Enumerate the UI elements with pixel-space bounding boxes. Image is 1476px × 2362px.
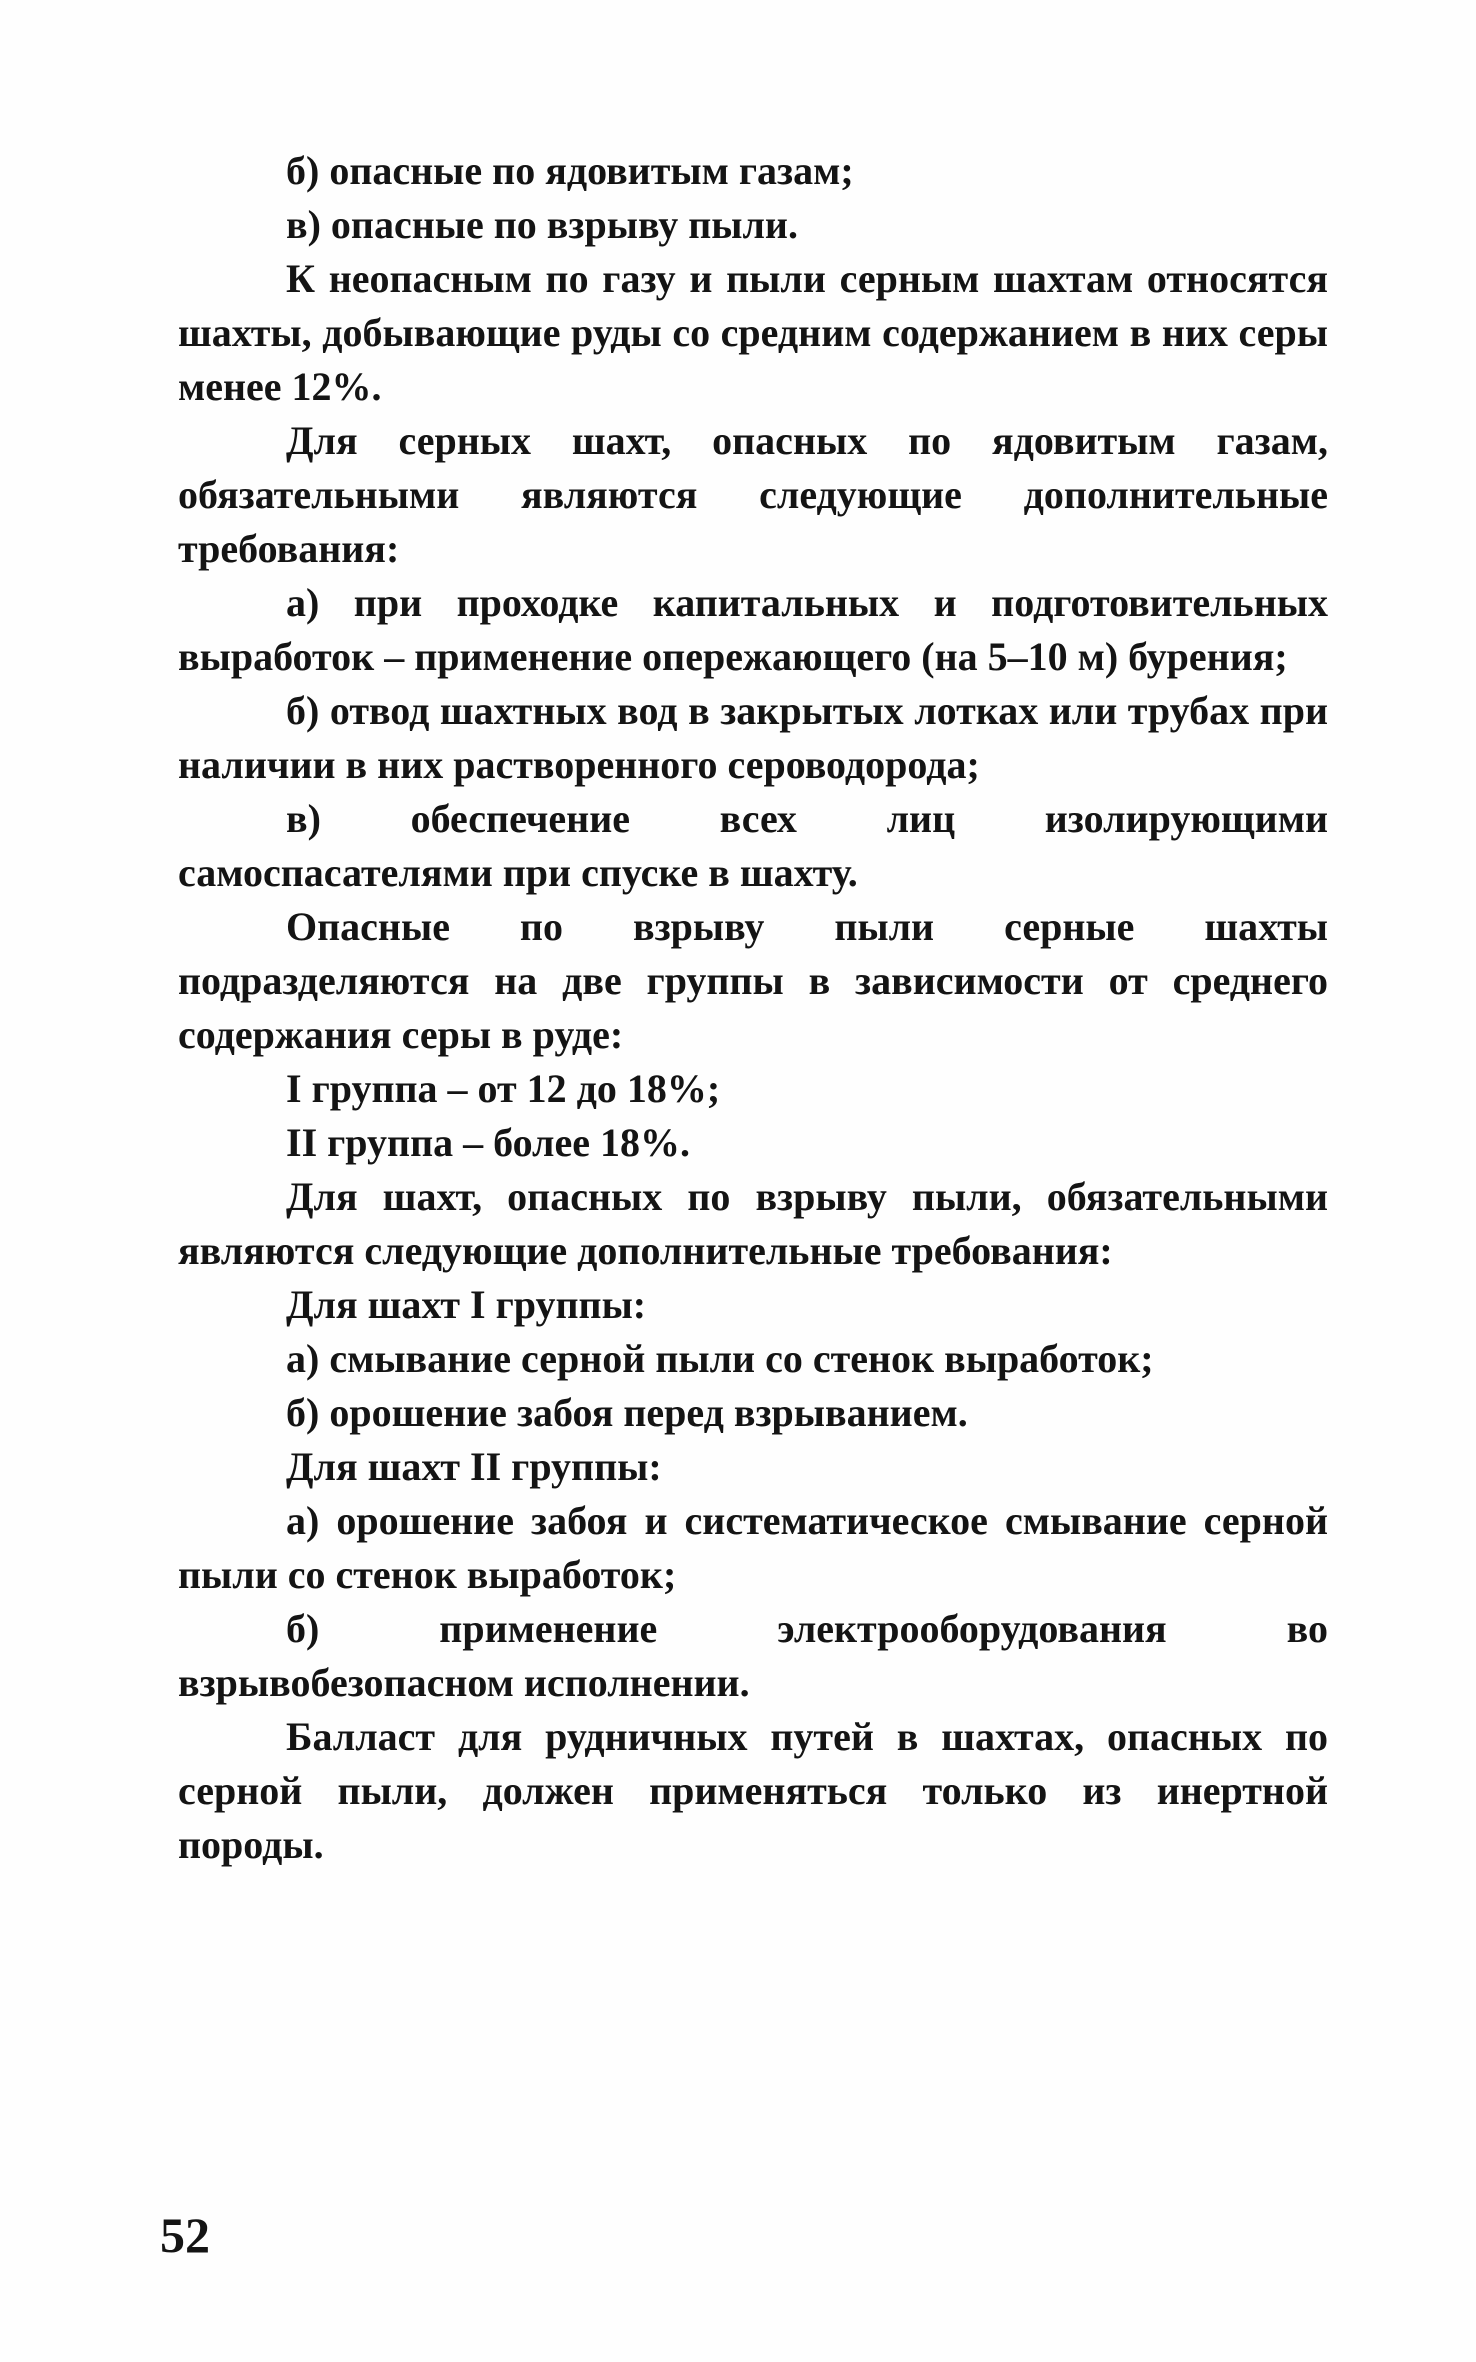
paragraph: Для шахт II группы:: [286, 1444, 662, 1489]
paragraph: б) орошение забоя перед взрыванием.: [286, 1390, 968, 1435]
paragraph: а) орошение забоя и систематическое смывание серной пыли со стенок выработок;: [178, 1498, 1328, 1597]
paragraph: а) смывание серной пыли со стенок выработок;: [286, 1336, 1154, 1381]
paragraph: Для серных шахт, опасных по ядовитым газам, обязательными являются следующие дополнительные требования:: [178, 418, 1328, 571]
paragraph: Опасные по взрыву пыли серные шахты подразделяются на две группы в зависимости от среднего содержания серы в руде:: [178, 904, 1328, 1057]
paragraph: в) опасные по взрыву пыли.: [286, 202, 798, 247]
paragraph: б) применение электрооборудования во взрывобезопасном исполнении.: [178, 1606, 1328, 1705]
paragraph: Для шахт I группы:: [286, 1282, 647, 1327]
paragraph: II группа – более 18%.: [286, 1120, 691, 1165]
body-text: [178, 144, 1328, 1872]
paragraph: б) отвод шахтных вод в закрытых лотках или трубах при наличии в них растворенного сероводорода;: [178, 688, 1328, 787]
page-number: 52: [160, 2207, 210, 2263]
paragraph: Балласт для рудничных путей в шахтах, опасных по серной пыли, должен применяться только из инертной породы.: [178, 1714, 1328, 1867]
paragraph: б) опасные по ядовитым газам;: [286, 148, 854, 193]
paragraph: К неопасным по газу и пыли серным шахтам относятся шахты, добывающие руды со средним содержанием в них серы менее 12%.: [178, 256, 1328, 409]
paragraph: I группа – от 12 до 18%;: [286, 1066, 721, 1111]
paragraph: в) обеспечение всех лиц изолирующими самоспасателями при спуске в шахту.: [178, 796, 1328, 895]
paragraph: а) при проходке капитальных и подготовительных выработок – применение опережающего (на 5–10 м) бурения;: [178, 580, 1328, 679]
paragraph: Для шахт, опасных по взрыву пыли, обязательными являются следующие дополнительные требования:: [178, 1174, 1328, 1273]
